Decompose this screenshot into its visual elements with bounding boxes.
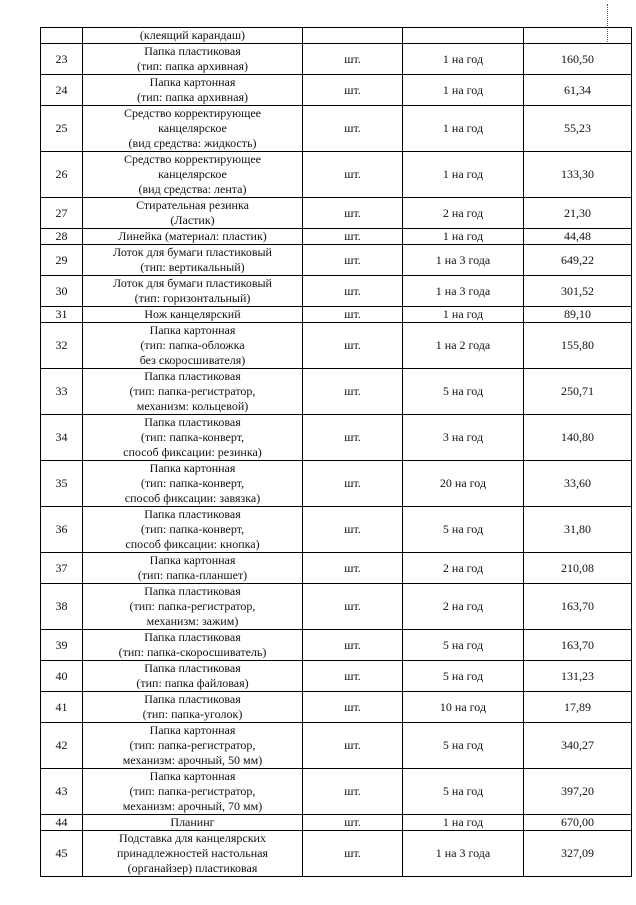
unit-cell: шт. (303, 307, 403, 323)
item-name-line: Стирательная резинка (136, 198, 249, 212)
item-name (83, 152, 303, 198)
item-name (83, 276, 303, 307)
price-cell: 163,70 (524, 584, 632, 630)
table-row (41, 323, 632, 369)
item-name (83, 307, 303, 323)
norm-cell: 5 на год (403, 723, 524, 769)
unit-cell: шт. (303, 276, 403, 307)
price-cell: 250,71 (524, 369, 632, 415)
price-cell (524, 28, 632, 44)
norm-cell: 1 на 3 года (403, 831, 524, 877)
item-name (83, 415, 303, 461)
row-number: 25 (41, 106, 83, 152)
supplies-table (40, 27, 632, 877)
price-cell: 649,22 (524, 245, 632, 276)
norm-cell: 5 на год (403, 769, 524, 815)
item-name-line: (тип: папка-планшет) (137, 568, 248, 582)
item-name (83, 630, 303, 661)
item-name-line: (тип: папка файловая) (136, 676, 249, 690)
item-name-line: (тип: папка архивная) (136, 90, 249, 104)
unit-cell: шт. (303, 831, 403, 877)
price-cell: 33,60 (524, 461, 632, 507)
row-number: 36 (41, 507, 83, 553)
norm-cell: 1 на год (403, 44, 524, 75)
item-name-line: Папка картонная (149, 723, 236, 737)
item-name-line: канцелярское (158, 167, 227, 181)
item-name (83, 106, 303, 152)
table-row (41, 229, 632, 245)
item-name-line: Папка картонная (149, 769, 236, 783)
item-name (83, 229, 303, 245)
item-name-line: Папка картонная (149, 553, 236, 567)
item-name-line: Папка картонная (149, 461, 236, 475)
unit-cell: шт. (303, 461, 403, 507)
item-name-line: (тип: папка архивная) (136, 59, 249, 73)
item-name-line: механизм: кольцевой) (136, 399, 249, 413)
item-name (83, 245, 303, 276)
price-cell: 327,09 (524, 831, 632, 877)
item-name (83, 661, 303, 692)
item-name-line: Папка пластиковая (144, 507, 241, 521)
price-cell: 340,27 (524, 723, 632, 769)
table-row (41, 28, 632, 44)
item-name-line: Папка пластиковая (144, 630, 241, 644)
item-name-line: (вид средства: жидкость) (128, 136, 257, 150)
table-row (41, 307, 632, 323)
price-cell: 210,08 (524, 553, 632, 584)
row-number: 41 (41, 692, 83, 723)
item-name-line: Нож канцелярский (144, 307, 241, 321)
table-row (41, 461, 632, 507)
item-name-line: (тип: папка-уголок) (142, 707, 243, 721)
row-number: 30 (41, 276, 83, 307)
item-name-line: (тип: папка-регистратор, (129, 738, 256, 752)
item-name-line: (тип: вертикальный) (140, 260, 245, 274)
row-number: 38 (41, 584, 83, 630)
table-row (41, 44, 632, 75)
table-body (41, 28, 632, 877)
item-name (83, 831, 303, 877)
item-name (83, 461, 303, 507)
row-number: 45 (41, 831, 83, 877)
row-number: 33 (41, 369, 83, 415)
item-name-line: Лоток для бумаги пластиковый (113, 245, 272, 259)
norm-cell: 1 на 3 года (403, 245, 524, 276)
row-number: 26 (41, 152, 83, 198)
price-cell: 670,00 (524, 815, 632, 831)
item-name (83, 723, 303, 769)
norm-cell: 1 на год (403, 152, 524, 198)
unit-cell: шт. (303, 75, 403, 106)
unit-cell: шт. (303, 769, 403, 815)
unit-cell: шт. (303, 106, 403, 152)
item-name-line: принадлежностей настольная (116, 846, 269, 860)
item-name-line: Линейка (материал: пластик) (118, 229, 267, 243)
row-number: 43 (41, 769, 83, 815)
table-row (41, 831, 632, 877)
item-name-line: (тип: папка-скоросшиватель) (118, 645, 267, 659)
norm-cell: 1 на год (403, 106, 524, 152)
item-name (83, 44, 303, 75)
table-row (41, 106, 632, 152)
row-number: 39 (41, 630, 83, 661)
price-cell: 155,80 (524, 323, 632, 369)
table-row (41, 661, 632, 692)
table-row (41, 723, 632, 769)
table-row (41, 630, 632, 661)
item-name (83, 198, 303, 229)
row-number: 35 (41, 461, 83, 507)
price-cell: 140,80 (524, 415, 632, 461)
row-number: 31 (41, 307, 83, 323)
row-number: 34 (41, 415, 83, 461)
price-cell: 89,10 (524, 307, 632, 323)
row-number: 24 (41, 75, 83, 106)
price-cell: 55,23 (524, 106, 632, 152)
table-row (41, 152, 632, 198)
item-name-line: Подставка для канцелярских (119, 831, 266, 845)
row-number: 28 (41, 229, 83, 245)
row-number: 23 (41, 44, 83, 75)
item-name-line: (органайзер) пластиковая (127, 861, 258, 875)
norm-cell: 2 на год (403, 553, 524, 584)
price-cell: 163,70 (524, 630, 632, 661)
unit-cell: шт. (303, 245, 403, 276)
price-cell: 44,48 (524, 229, 632, 245)
norm-cell (403, 28, 524, 44)
unit-cell: шт. (303, 507, 403, 553)
table-row (41, 769, 632, 815)
unit-cell: шт. (303, 584, 403, 630)
item-name-line: Папка картонная (149, 75, 236, 89)
item-name-line: Папка пластиковая (144, 692, 241, 706)
item-name-line: Папка картонная (149, 323, 236, 337)
table-row (41, 276, 632, 307)
item-name (83, 815, 303, 831)
price-cell: 31,80 (524, 507, 632, 553)
item-name-line: (тип: папка-конверт, (140, 430, 245, 444)
unit-cell: шт. (303, 553, 403, 584)
price-cell: 301,52 (524, 276, 632, 307)
item-name (83, 584, 303, 630)
norm-cell: 1 на год (403, 307, 524, 323)
item-name-line: (тип: горизонтальный) (134, 291, 251, 305)
item-name-line: Папка пластиковая (144, 415, 241, 429)
item-name-line: (тип: папка-регистратор, (129, 784, 256, 798)
unit-cell: шт. (303, 369, 403, 415)
table-row (41, 415, 632, 461)
unit-cell: шт. (303, 692, 403, 723)
item-name-line: канцелярское (158, 121, 227, 135)
item-name-line: Папка пластиковая (144, 661, 241, 675)
price-cell: 131,23 (524, 661, 632, 692)
item-name-line: (тип: папка-регистратор, (129, 599, 256, 613)
item-name (83, 369, 303, 415)
row-number: 40 (41, 661, 83, 692)
item-name (83, 323, 303, 369)
item-name-line: Папка пластиковая (144, 584, 241, 598)
item-name (83, 769, 303, 815)
unit-cell: шт. (303, 723, 403, 769)
item-name-line: Папка пластиковая (144, 369, 241, 383)
item-name (83, 692, 303, 723)
item-name-line: Средство корректирующее (123, 106, 261, 120)
item-name-line: (тип: папка-регистратор, (129, 384, 256, 398)
item-name (83, 507, 303, 553)
norm-cell: 1 на год (403, 75, 524, 106)
norm-cell: 3 на год (403, 415, 524, 461)
table-row (41, 75, 632, 106)
item-name-line: Средство корректирующее (123, 152, 261, 166)
item-name (83, 75, 303, 106)
table-row (41, 245, 632, 276)
unit-cell: шт. (303, 323, 403, 369)
price-cell: 17,89 (524, 692, 632, 723)
item-name-line: Папка пластиковая (144, 44, 241, 58)
unit-cell: шт. (303, 152, 403, 198)
item-name-line: Планинг (170, 815, 215, 829)
item-name-line: механизм: арочный, 70 мм) (122, 799, 263, 813)
table-row (41, 815, 632, 831)
norm-cell: 1 на 2 года (403, 323, 524, 369)
table-row (41, 369, 632, 415)
item-name-line: (тип: папка-обложка (140, 338, 245, 352)
norm-cell: 1 на год (403, 229, 524, 245)
row-number: 27 (41, 198, 83, 229)
norm-cell: 10 на год (403, 692, 524, 723)
item-name-line: механизм: арочный, 50 мм) (122, 753, 263, 767)
norm-cell: 5 на год (403, 661, 524, 692)
row-number: 44 (41, 815, 83, 831)
table-row (41, 584, 632, 630)
unit-cell: шт. (303, 661, 403, 692)
unit-cell: шт. (303, 229, 403, 245)
item-name (83, 28, 303, 44)
item-name-line: (вид средства: лента) (138, 182, 247, 196)
unit-cell: шт. (303, 815, 403, 831)
row-number (41, 28, 83, 44)
row-number: 29 (41, 245, 83, 276)
table-row (41, 507, 632, 553)
row-number: 32 (41, 323, 83, 369)
item-name-line: (Ластик) (170, 213, 215, 227)
price-cell: 21,30 (524, 198, 632, 229)
item-name-line: (тип: папка-конверт, (140, 476, 245, 490)
item-name-line: (клеящий карандаш) (139, 28, 246, 42)
item-name-line: способ фиксации: резинка) (123, 445, 262, 459)
norm-cell: 5 на год (403, 630, 524, 661)
table-row (41, 553, 632, 584)
norm-cell: 5 на год (403, 507, 524, 553)
row-number: 37 (41, 553, 83, 584)
table-row (41, 692, 632, 723)
item-name-line: Лоток для бумаги пластиковый (113, 276, 272, 290)
unit-cell: шт. (303, 415, 403, 461)
norm-cell: 2 на год (403, 584, 524, 630)
item-name (83, 553, 303, 584)
table-row (41, 198, 632, 229)
norm-cell: 1 на 3 года (403, 276, 524, 307)
price-cell: 61,34 (524, 75, 632, 106)
norm-cell: 1 на год (403, 815, 524, 831)
unit-cell: шт. (303, 198, 403, 229)
item-name-line: способ фиксации: кнопка) (125, 537, 260, 551)
item-name-line: механизм: зажим) (146, 614, 239, 628)
row-number: 42 (41, 723, 83, 769)
price-cell: 133,30 (524, 152, 632, 198)
norm-cell: 5 на год (403, 369, 524, 415)
unit-cell: шт. (303, 630, 403, 661)
norm-cell: 2 на год (403, 198, 524, 229)
price-cell: 160,50 (524, 44, 632, 75)
item-name-line: (тип: папка-конверт, (140, 522, 245, 536)
unit-cell (303, 28, 403, 44)
item-name-line: без скоросшивателя) (139, 353, 246, 367)
price-cell: 397,20 (524, 769, 632, 815)
unit-cell: шт. (303, 44, 403, 75)
norm-cell: 20 на год (403, 461, 524, 507)
item-name-line: способ фиксации: завязка) (124, 491, 261, 505)
